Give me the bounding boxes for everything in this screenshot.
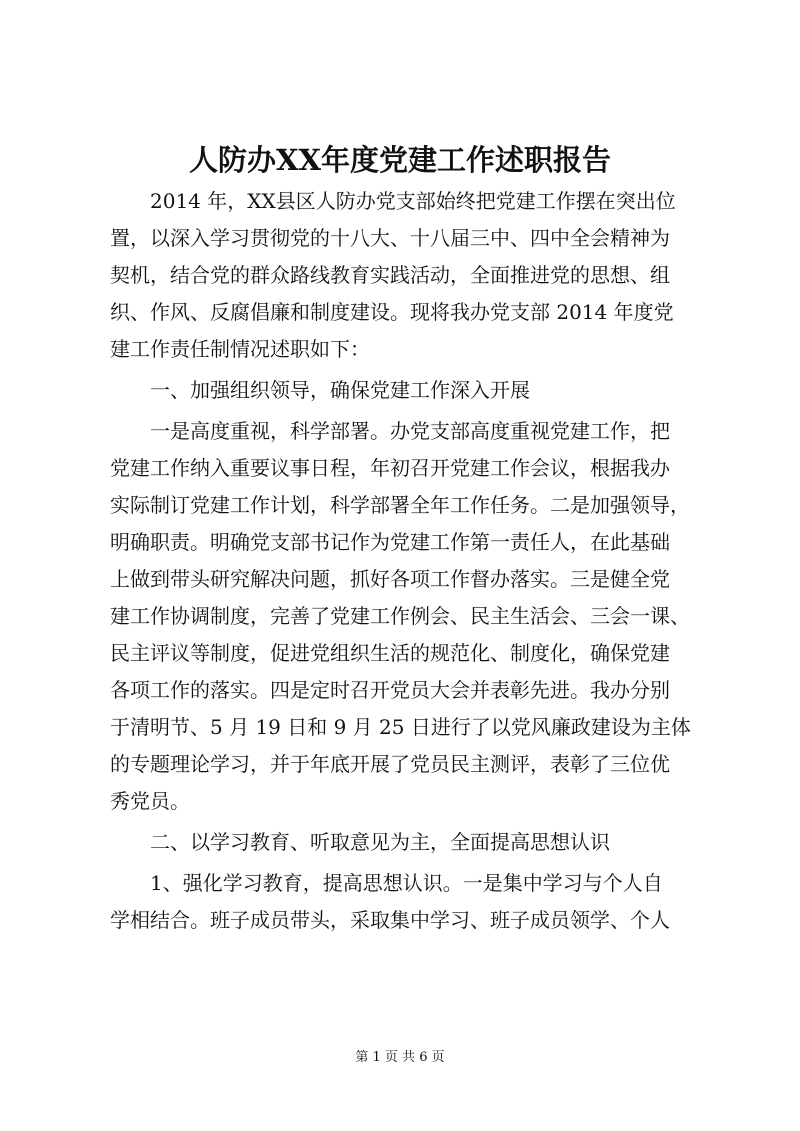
paragraph-line: 于清明节、5 月 19 日和 9 月 25 日进行了以党风廉政建设为主体 (110, 715, 691, 739)
paragraph-line: 2014 年，XX县区人防办党支部始终把党建工作摆在突出位 (150, 189, 676, 213)
paragraph-line: 上做到带头研究解决问题，抓好各项工作督办落实。三是健全党 (110, 567, 670, 591)
paragraph-line: 建工作责任制情况述职如下： (110, 337, 370, 361)
paragraph-line: 明确职责。明确党支部书记作为党建工作第一责任人，在此基础 (110, 530, 670, 554)
paragraph-line: 一是高度重视，科学部署。办党支部高度重视党建工作，把 (150, 419, 670, 443)
document-body (110, 183, 700, 939)
paragraph-line: 织、作风、反腐倡廉和制度建设。现将我办党支部 2014 年度党 (110, 300, 674, 324)
paragraph-line: 建工作协调制度，完善了党建工作例会、民主生活会、三会一课、 (110, 604, 690, 628)
paragraph-line: 的专题理论学习，并于年底开展了党员民主测评，表彰了三位优 (110, 752, 670, 776)
paragraph-line: 民主评议等制度，促进党组织生活的规范化、制度化，确保党建 (110, 641, 670, 665)
document-title: 人防办XX年度党建工作述职报告 (188, 143, 611, 177)
section-heading: 二、以学习教育、听取意见为主，全面提高思想认识 (150, 830, 610, 854)
paragraph-line: 学相结合。班子成员带头，采取集中学习、班子成员领学、个人 (110, 908, 670, 932)
paragraph-line: 置，以深入学习贯彻党的十八大、十八届三中、四中全会精神为 (110, 226, 670, 250)
section-heading: 一、加强组织领导，确保党建工作深入开展 (150, 378, 530, 402)
paragraph-line: 党建工作纳入重要议事日程，年初召开党建工作会议，根据我办 (110, 456, 670, 480)
paragraph-line: 契机，结合党的群众路线教育实践活动，全面推进党的思想、组 (110, 263, 670, 287)
page-number-footer: 第 1 页 共 6 页 (355, 1050, 445, 1065)
paragraph-line: 1、强化学习教育，提高思想认识。一是集中学习与个人自 (150, 871, 663, 895)
paragraph-line: 各项工作的落实。四是定时召开党员大会并表彰先进。我办分别 (110, 678, 670, 702)
paragraph-line: 实际制订党建工作计划，科学部署全年工作任务。二是加强领导， (110, 493, 690, 517)
paragraph-line: 秀党员。 (110, 789, 190, 813)
